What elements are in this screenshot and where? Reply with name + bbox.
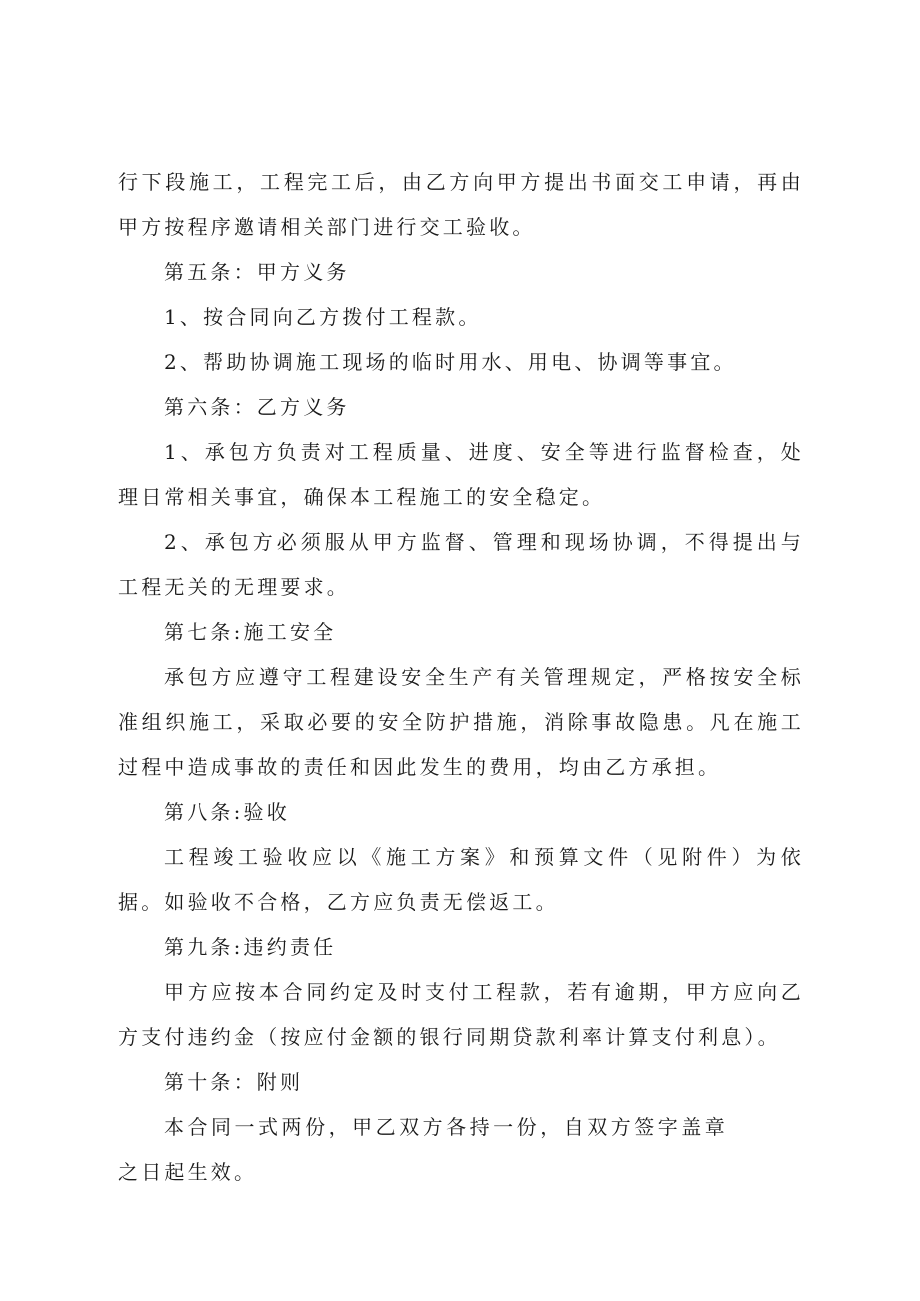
article-heading-8: 第八条:验收 <box>164 800 290 824</box>
article-heading-7: 第七条:施工安全 <box>164 620 337 644</box>
paragraph-continued: 行下段施工，工程完工后，由乙方向甲方提出书面交工申请，再由甲方按程序邀请相关部门进行交工验收。 <box>118 170 804 239</box>
article-6-item-2: 2、承包方必须服从甲方监督、管理和现场协调，不得提出与工程无关的无理要求。 <box>118 530 804 599</box>
article-5-item-1: 1、按合同向乙方拨付工程款。 <box>164 305 482 329</box>
document-page <box>118 160 804 1195</box>
article-6-item-1: 1、承包方负责对工程质量、进度、安全等进行监督检查，处理日常相关事宜，确保本工程施工的安全稳定。 <box>118 440 804 509</box>
article-8-body: 工程竣工验收应以《施工方案》和预算文件（见附件）为依据。如验收不合格，乙方应负责无偿返工。 <box>118 845 804 914</box>
article-7-body: 承包方应遵守工程建设安全生产有关管理规定，严格按安全标准组织施工，采取必要的安全防护措施，消除事故隐患。凡在施工过程中造成事故的责任和因此发生的费用，均由乙方承担。 <box>118 665 804 779</box>
article-heading-9: 第九条:违约责任 <box>164 935 337 959</box>
article-heading-6: 第六条：乙方义务 <box>164 395 350 419</box>
article-heading-5: 第五条：甲方义务 <box>164 260 350 284</box>
article-10-body: 本合同一式两份，甲乙双方各持一份，自双方签字盖章之日起生效。 <box>118 1115 728 1184</box>
article-9-body: 甲方应按本合同约定及时支付工程款，若有逾期，甲方应向乙方支付违约金（按应付金额的银行同期贷款利率计算支付利息）。 <box>118 980 804 1049</box>
article-heading-10: 第十条：附则 <box>164 1070 304 1094</box>
article-5-item-2: 2、帮助协调施工现场的临时用水、用电、协调等事宜。 <box>164 350 737 374</box>
